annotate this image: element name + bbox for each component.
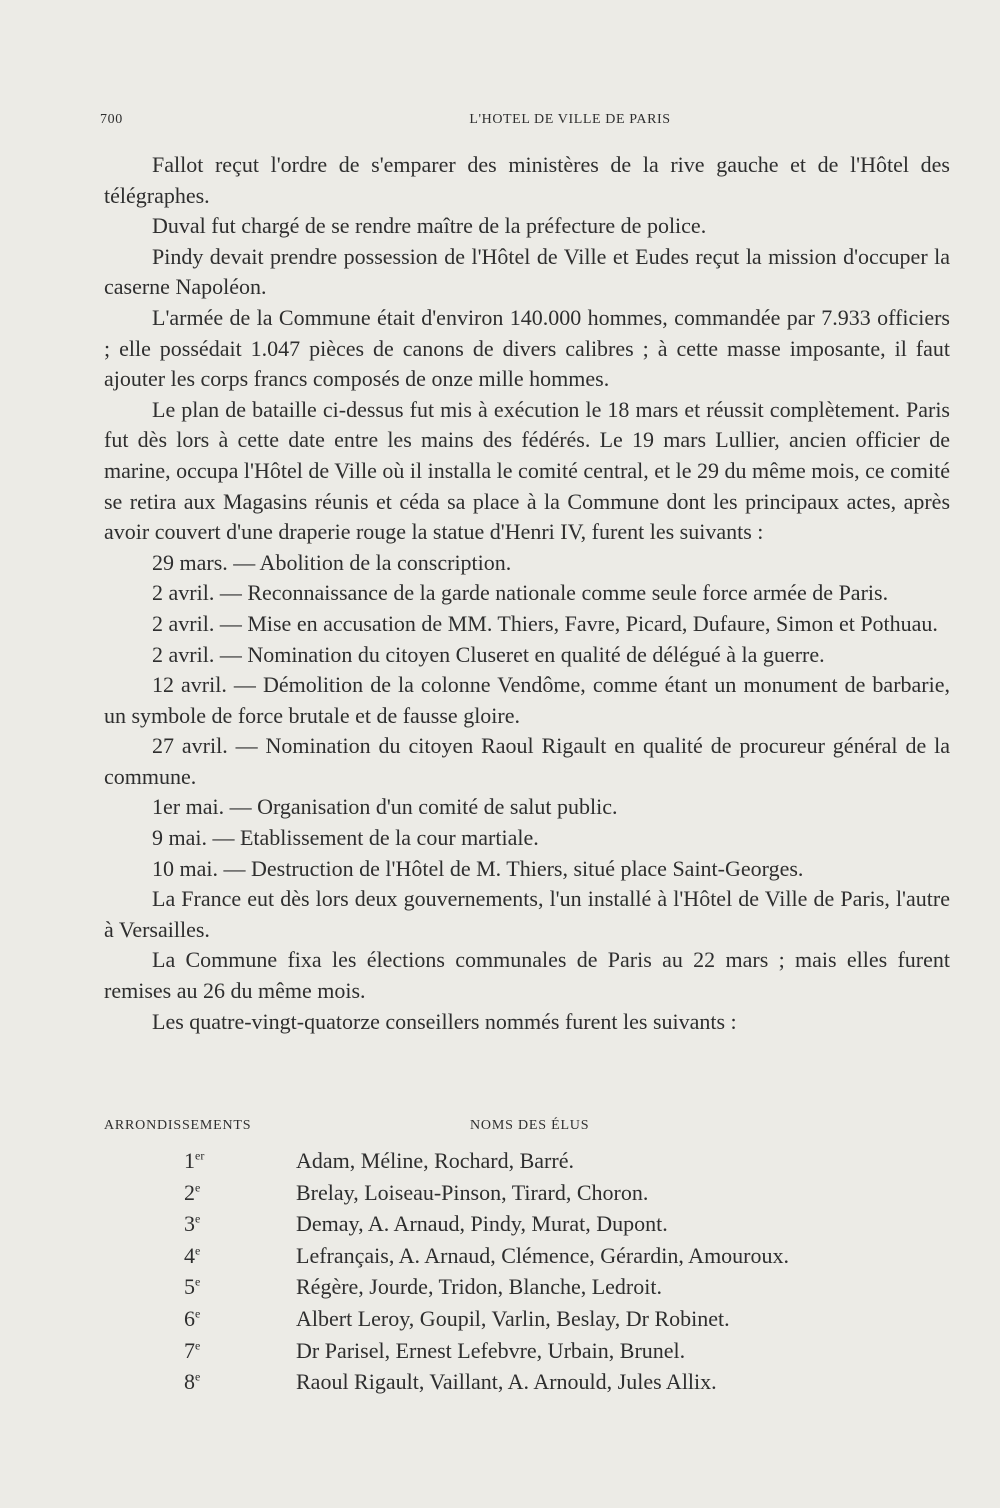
act-2-avril-garde: 2 avril. — Reconnaissance de la garde nationale comme seule force armée de Paris.	[152, 580, 889, 606]
table-row	[104, 1148, 950, 1180]
elected-names: Dr Parisel, Ernest Lefebvre, Urbain, Brunel.	[296, 1337, 686, 1363]
table-row	[104, 1211, 950, 1243]
paragraph-plan-bataille: Le plan de bataille ci-dessus fut mis à exécution le 18 mars et réussit complètement. Paris fut dès lors à cette date entre les mains des fédérés. Le 19 mars Lullier, ancien officier de marine, occupa l'Hôtel de Ville où il installa le comité central, et le 29 du même mois, ce comité se retira aux Magasins réunis et céda sa place à la Commune dont les principaux actes, après avoir couvert d'une draperie rouge la statue d'Henri IV, furent les suivants :	[104, 396, 950, 545]
arrondissement-number: 5e	[184, 1274, 201, 1300]
table-row	[104, 1369, 950, 1401]
arrondissement-number: 3e	[184, 1211, 201, 1237]
arrondissement-number: 6e	[184, 1305, 201, 1331]
elected-names: Lefrançais, A. Arnaud, Clémence, Gérardin, Amouroux.	[296, 1242, 790, 1268]
act-12-avril: 12 avril. — Démolition de la colonne Vendôme, comme étant un monument de barbarie, un symbole de force brutale et de fausse gloire.	[104, 672, 950, 728]
act-2-avril-accusation: 2 avril. — Mise en accusation de MM. Thiers, Favre, Picard, Dufaure, Simon et Pothuau.	[152, 610, 938, 636]
arrondissement-number: 2e	[184, 1179, 201, 1205]
elected-names: Adam, Méline, Rochard, Barré.	[296, 1148, 574, 1173]
elected-names: Demay, A. Arnaud, Pindy, Murat, Dupont.	[296, 1211, 668, 1237]
body-text	[104, 150, 950, 1037]
table-row	[104, 1274, 950, 1306]
table-row	[104, 1180, 950, 1212]
act-29-mars: 29 mars. — Abolition de la conscription.	[152, 549, 512, 575]
elected-names: Régère, Jourde, Tridon, Blanche, Ledroit.	[296, 1274, 662, 1300]
paragraph-fallot: Fallot reçut l'ordre de s'emparer des ministères de la rive gauche et de l'Hôtel des télégraphes.	[104, 152, 950, 208]
act-9-mai: 9 mai. — Etablissement de la cour martiale.	[152, 825, 539, 851]
paragraph-pindy: Pindy devait prendre possession de l'Hôtel de Ville et Eudes reçut la mission d'occuper la caserne Napoléon.	[104, 243, 950, 300]
act-1er-mai: 1er mai. — Organisation d'un comité de salut public.	[152, 794, 618, 820]
table-row	[104, 1338, 950, 1370]
page-number: 700	[100, 112, 123, 127]
paragraph-conseillers: Les quatre-vingt-quatorze conseillers nommés furent les suivants :	[152, 1008, 737, 1034]
act-27-avril: 27 avril. — Nomination du citoyen Raoul Rigault en qualité de procureur général de la commune.	[104, 733, 950, 789]
table-row	[104, 1243, 950, 1275]
column-header-noms: NOMS DES ÉLUS	[470, 1118, 590, 1133]
elected-table	[104, 1148, 950, 1401]
arrondissement-number: 1er	[184, 1148, 205, 1173]
paragraph-elections: La Commune fixa les élections communales de Paris au 22 mars ; mais elles furent remises au 26 du même mois.	[104, 947, 950, 1004]
paragraph-duval: Duval fut chargé de se rendre maître de la préfecture de police.	[152, 213, 707, 239]
table-row	[104, 1306, 950, 1338]
arrondissement-number: 7e	[184, 1337, 201, 1363]
act-2-avril-cluseret: 2 avril. — Nomination du citoyen Cluseret en qualité de délégué à la guerre.	[152, 641, 825, 667]
paragraph-armee: L'armée de la Commune était d'environ 140.000 hommes, commandée par 7.933 officiers ; elle possédait 1.047 pièces de canons de divers calibres ; à cette masse imposante, il faut ajouter les corps francs composés de onze mille hommes.	[104, 304, 950, 392]
column-header-arrondissements: ARRONDISSEMENTS	[104, 1118, 252, 1133]
act-10-mai: 10 mai. — Destruction de l'Hôtel de M. Thiers, situé place Saint-Georges.	[152, 855, 804, 881]
elected-names: Albert Leroy, Goupil, Varlin, Beslay, Dr Robinet.	[296, 1305, 730, 1331]
arrondissement-number: 8e	[184, 1369, 201, 1395]
running-title: L'HOTEL DE VILLE DE PARIS	[469, 112, 671, 127]
arrondissement-number: 4e	[184, 1242, 201, 1268]
elected-names: Raoul Rigault, Vaillant, A. Arnould, Jules Allix.	[296, 1369, 717, 1395]
paragraph-deux-gouvernements: La France eut dès lors deux gouvernements, l'un installé à l'Hôtel de Ville de Paris, l'autre à Versailles.	[104, 886, 950, 942]
page-header	[100, 112, 950, 132]
elected-names: Brelay, Loiseau-Pinson, Tirard, Choron.	[296, 1179, 649, 1205]
